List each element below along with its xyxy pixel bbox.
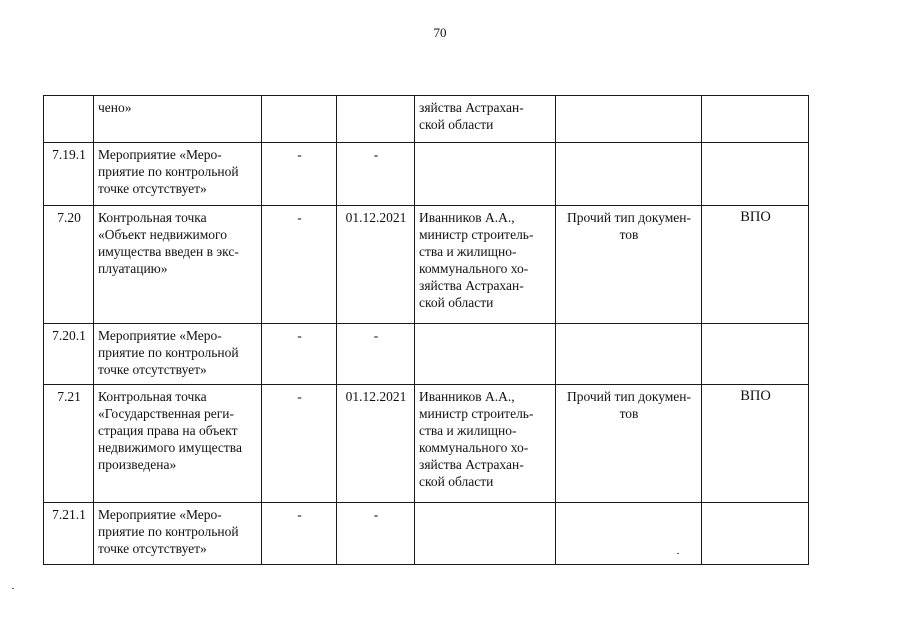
deadline-date bbox=[337, 96, 415, 143]
scan-speck bbox=[12, 588, 14, 589]
info-system-code bbox=[702, 503, 809, 565]
responsible-person bbox=[415, 324, 556, 385]
info-system-code: ВПО bbox=[702, 206, 809, 324]
responsible-person bbox=[415, 143, 556, 206]
responsible-person: Иванников А.А., министр строитель- ства и жилищно- коммунального хо- зяйства Астрахан- ской области bbox=[415, 206, 556, 324]
document-type bbox=[556, 503, 702, 565]
table-row bbox=[44, 96, 809, 143]
table-row bbox=[44, 324, 809, 385]
document-type: Прочий тип докумен- тов bbox=[556, 385, 702, 503]
responsible-person bbox=[415, 503, 556, 565]
item-name: чено» bbox=[94, 96, 262, 143]
page-number: 70 bbox=[433, 25, 447, 40]
info-system-code: ВПО bbox=[702, 385, 809, 503]
deadline-date: 01.12.2021 bbox=[337, 385, 415, 503]
info-system-code bbox=[702, 324, 809, 385]
base-value: - bbox=[262, 143, 337, 206]
row-number: 7.20.1 bbox=[44, 324, 94, 385]
info-system-code bbox=[702, 96, 809, 143]
base-value bbox=[262, 96, 337, 143]
table-row bbox=[44, 143, 809, 206]
row-number: 7.19.1 bbox=[44, 143, 94, 206]
document-type bbox=[556, 96, 702, 143]
base-value: - bbox=[262, 385, 337, 503]
responsible-person: зяйства Астрахан- ской области bbox=[415, 96, 556, 143]
control-points-table bbox=[43, 95, 809, 565]
scan-speck bbox=[677, 553, 679, 554]
info-system-code bbox=[702, 143, 809, 206]
item-name: Контрольная точка «Объект недвижимого имущества введен в экс- плуатацию» bbox=[94, 206, 262, 324]
table-row bbox=[44, 503, 809, 565]
row-number: 7.21 bbox=[44, 385, 94, 503]
deadline-date: - bbox=[337, 143, 415, 206]
item-name: Контрольная точка «Государственная реги- страция права на объект недвижимого имущества произведена» bbox=[94, 385, 262, 503]
row-number bbox=[44, 96, 94, 143]
deadline-date: - bbox=[337, 503, 415, 565]
document-type: Прочий тип докумен- тов bbox=[556, 206, 702, 324]
table-row bbox=[44, 385, 809, 503]
document-type bbox=[556, 324, 702, 385]
table-row bbox=[44, 206, 809, 324]
item-name: Мероприятие «Меро- приятие по контрольной точке отсутствует» bbox=[94, 324, 262, 385]
row-number: 7.21.1 bbox=[44, 503, 94, 565]
item-name: Мероприятие «Меро- приятие по контрольной точке отсутствует» bbox=[94, 503, 262, 565]
deadline-date: - bbox=[337, 324, 415, 385]
base-value: - bbox=[262, 503, 337, 565]
base-value: - bbox=[262, 324, 337, 385]
responsible-person: Иванников А.А., министр строитель- ства и жилищно- коммунального хо- зяйства Астрахан- ской области bbox=[415, 385, 556, 503]
deadline-date: 01.12.2021 bbox=[337, 206, 415, 324]
base-value: - bbox=[262, 206, 337, 324]
item-name: Мероприятие «Меро- приятие по контрольной точке отсутствует» bbox=[94, 143, 262, 206]
document-type bbox=[556, 143, 702, 206]
row-number: 7.20 bbox=[44, 206, 94, 324]
